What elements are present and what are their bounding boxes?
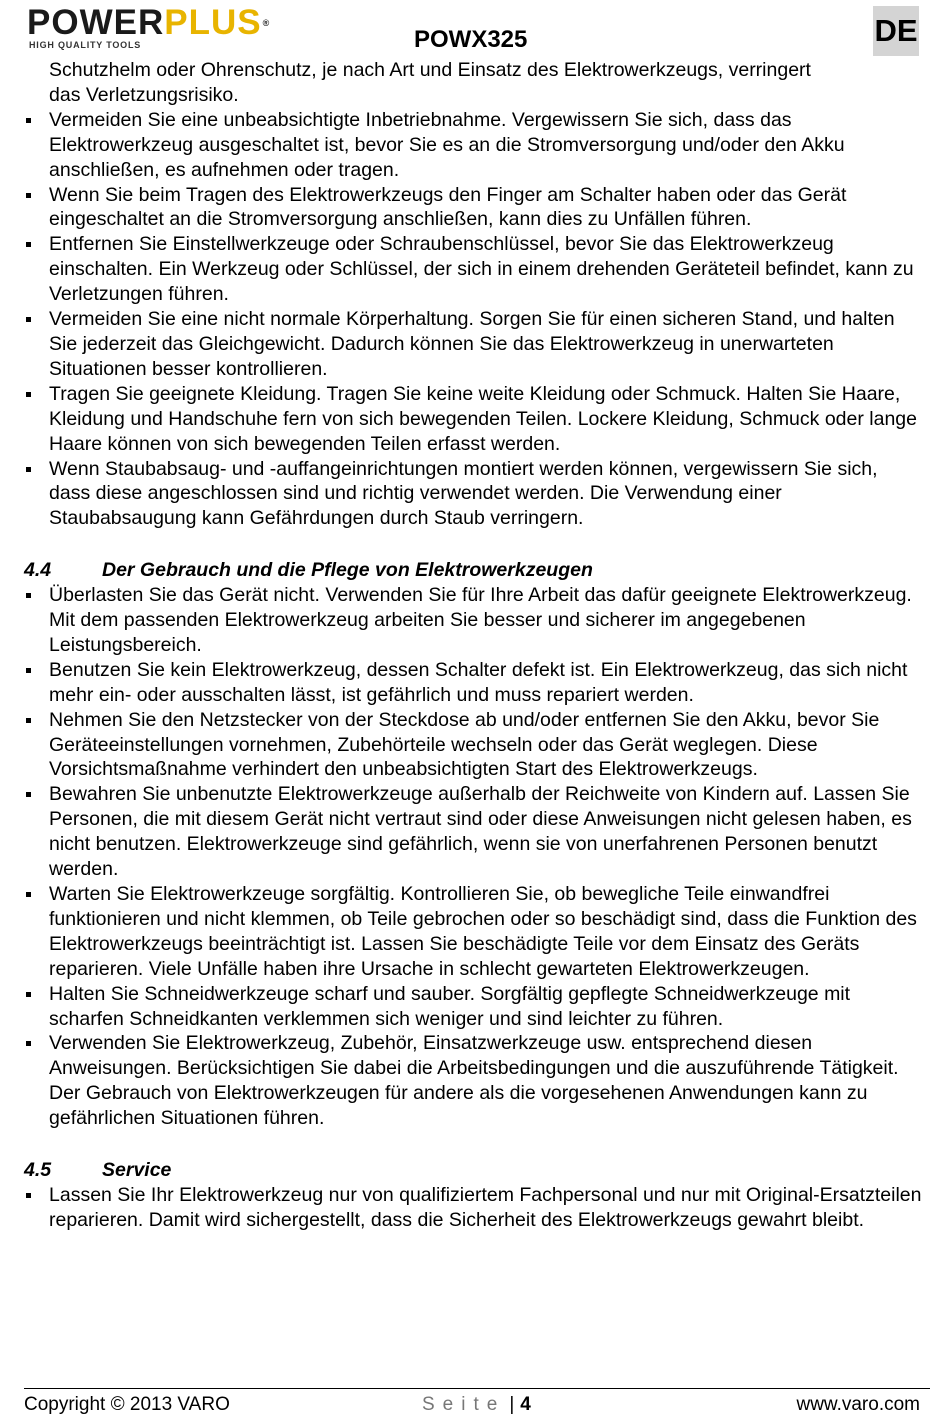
section-4-4-bullet-list xyxy=(24,583,924,1131)
square-bullet-icon xyxy=(26,992,31,997)
list-item-text: Vermeiden Sie eine nicht normale Körperhaltung. Sorgen Sie für einen sicheren Stand, und halten Sie jederzeit das Gleichgewicht. Dadurch können Sie das Elektrowerkzeug in unerwarteten Situationen besser kontrollieren. xyxy=(49,308,895,380)
page-indicator xyxy=(422,1394,531,1416)
square-bullet-icon xyxy=(26,718,31,723)
section-number: 4.5 xyxy=(24,1159,52,1182)
square-bullet-icon xyxy=(26,317,31,322)
list-item-text: Verwenden Sie Elektrowerkzeug, Zubehör, Einsatzwerkzeuge usw. entsprechend diesen Anweisungen. Berücksichtigen Sie dabei die Arbeitsbedingungen und die auszuführende Tätigkeit. Der Gebrauch von Elektrowerkzeugen für andere als die vorgesehenen Anwendungen kann zu gefährlichen Situationen führen. xyxy=(49,1032,899,1130)
list-item xyxy=(24,658,924,708)
page-separator: | xyxy=(509,1394,515,1415)
list-item xyxy=(24,108,924,183)
section-title: Service xyxy=(102,1159,172,1182)
list-item-text: Wenn Staubabsaug- und -auffangeinrichtungen montiert werden können, vergewissern Sie sich, dass diese angeschlossen sind und richtig verwendet werden. Die Verwendung einer Staubabsaugung kann Gefährdungen durch Staub verringern. xyxy=(49,457,878,530)
list-item xyxy=(24,307,924,382)
square-bullet-icon xyxy=(26,392,31,397)
logo-wordmark xyxy=(27,5,270,41)
intro-line: das Verletzungsrisiko. xyxy=(49,83,239,106)
list-item xyxy=(24,457,924,532)
list-item xyxy=(24,708,924,783)
list-item xyxy=(24,232,924,307)
square-bullet-icon xyxy=(26,118,31,123)
list-item-text: Benutzen Sie kein Elektrowerkzeug, dessen Schalter defekt ist. Ein Elektrowerkzeug, das sich nicht mehr ein- oder ausschalten lässt, ist gefährlich und muss repariert werden. xyxy=(49,658,908,706)
page-content xyxy=(24,58,924,1233)
section-heading-4-4 xyxy=(24,558,924,583)
model-number: POWX325 xyxy=(414,26,528,53)
square-bullet-icon xyxy=(26,1041,31,1046)
logo-tagline: HIGH QUALITY TOOLS xyxy=(29,40,142,50)
logo-word-plus: PLUS xyxy=(164,3,262,42)
list-item xyxy=(24,183,924,233)
list-item-text: Lassen Sie Ihr Elektrowerkzeug nur von qualifiziertem Fachpersonal und nur mit Original-Ersatzteilen reparieren. Damit wird sichergestellt, dass die Sicherheit des Elektrowerkzeugs gewahrt bleibt. xyxy=(49,1183,922,1231)
list-item-text: Entfernen Sie Einstellwerkzeuge oder Schraubenschlüssel, bevor Sie das Elektrowerkzeug einschalten. Ein Werkzeug oder Schlüssel, der sich in einem drehenden Geräteteil befindet, kann zu Verletzungen führen. xyxy=(49,233,914,306)
list-item xyxy=(24,882,924,982)
list-item xyxy=(24,583,924,658)
powerplus-logo xyxy=(27,5,292,53)
list-item xyxy=(24,382,924,457)
section-title: Der Gebrauch und die Pflege von Elektrowerkzeugen xyxy=(102,559,593,582)
square-bullet-icon xyxy=(26,892,31,897)
square-bullet-icon xyxy=(26,242,31,247)
list-item-text: Bewahren Sie unbenutzte Elektrowerkzeuge außerhalb der Reichweite von Kindern auf. Lassen Sie Personen, die mit diesem Gerät nicht vertraut sind oder diese Anweisungen nicht gelesen haben, es nicht benutzen. Elektrowerkzeuge sind gefährlich, wenn sie von unerfahrenen Personen benutzt werden. xyxy=(49,783,912,881)
language-badge: DE xyxy=(873,6,919,56)
list-item-text: Vermeiden Sie eine unbeabsichtigte Inbetriebnahme. Vergewissern Sie sich, dass das Elektrowerkzeug ausgeschaltet ist, bevor Sie es an die Stromversorgung und/oder den Akku anschließen, es aufnehmen oder tragen. xyxy=(49,108,845,181)
list-item xyxy=(24,782,924,882)
logo-registered-mark: ® xyxy=(262,18,271,28)
website-link[interactable]: www.varo.com xyxy=(796,1394,920,1415)
square-bullet-icon xyxy=(26,792,31,797)
list-item-text: Wenn Sie beim Tragen des Elektrowerkzeugs den Finger am Schalter haben oder das Gerät eingeschaltet an die Stromversorgung anschließen, kann dies zu Unfällen führen. xyxy=(49,183,847,231)
page-header xyxy=(0,0,950,58)
square-bullet-icon xyxy=(26,668,31,673)
square-bullet-icon xyxy=(26,193,31,198)
list-item-text: Halten Sie Schneidwerkzeuge scharf und sauber. Sorgfältig gepflegte Schneidwerkzeuge mit scharfen Schneidkanten verklemmen sich weniger und sind leichter zu führen. xyxy=(49,982,851,1030)
section-4-5-bullet-list xyxy=(24,1183,924,1233)
page-number: 4 xyxy=(520,1394,531,1415)
page-footer xyxy=(24,1388,930,1421)
copyright-text: Copyright © 2013 VARO xyxy=(24,1394,230,1415)
intro-paragraph xyxy=(24,58,924,108)
square-bullet-icon xyxy=(26,1193,31,1198)
logo-word-power: POWER xyxy=(27,3,165,42)
intro-line: Schutzhelm oder Ohrenschutz, je nach Art und Einsatz des Elektrowerkzeugs, verringert xyxy=(49,59,811,81)
list-item-text: Warten Sie Elektrowerkzeuge sorgfältig. Kontrollieren Sie, ob bewegliche Teile einwandfrei funktionieren und nicht klemmen, ob Teile gebrochen oder so beschädigt sind, dass die Funktion des Elektrowerkzeugs beeinträchtigt ist. Lassen Sie beschädigte Teile vor dem Einsatz des Geräts reparieren. Viele Unfälle haben ihre Ursache in schlecht gewarteten Elektrowerkzeugen. xyxy=(49,883,917,980)
list-item xyxy=(24,1031,924,1131)
section-heading-4-5 xyxy=(24,1158,924,1183)
square-bullet-icon xyxy=(26,593,31,598)
square-bullet-icon xyxy=(26,467,31,472)
list-item-text: Überlasten Sie das Gerät nicht. Verwenden Sie für Ihre Arbeit das dafür geeignete Elektrowerkzeug. Mit dem passenden Elektrowerkzeug arbeiten Sie besser und sicherer im angegebenen Leistungsbereich. xyxy=(49,584,912,656)
list-item xyxy=(24,982,924,1032)
section-number: 4.4 xyxy=(24,559,52,582)
list-item xyxy=(24,1183,924,1233)
list-item-text: Tragen Sie geeignete Kleidung. Tragen Sie keine weite Kleidung oder Schmuck. Halten Sie Haare, Kleidung und Handschuhe fern von sich bewegenden Teilen. Lockere Kleidung, Schmuck oder lange Haare können von sich bewegenden Teilen erfasst werden. xyxy=(49,382,917,455)
list-item-text: Nehmen Sie den Netzstecker von der Steckdose ab und/oder entfernen Sie den Akku, bevor Sie Geräteeinstellungen vornehmen, Zubehörteile wechseln oder das Gerät weglegen. Diese Vorsichtsmaßnahme verhindert den unbeabsichtigten Start des Elektrowerkzeugs. xyxy=(49,708,880,781)
page-label: Seite xyxy=(422,1394,506,1415)
safety-bullet-list xyxy=(24,108,924,531)
